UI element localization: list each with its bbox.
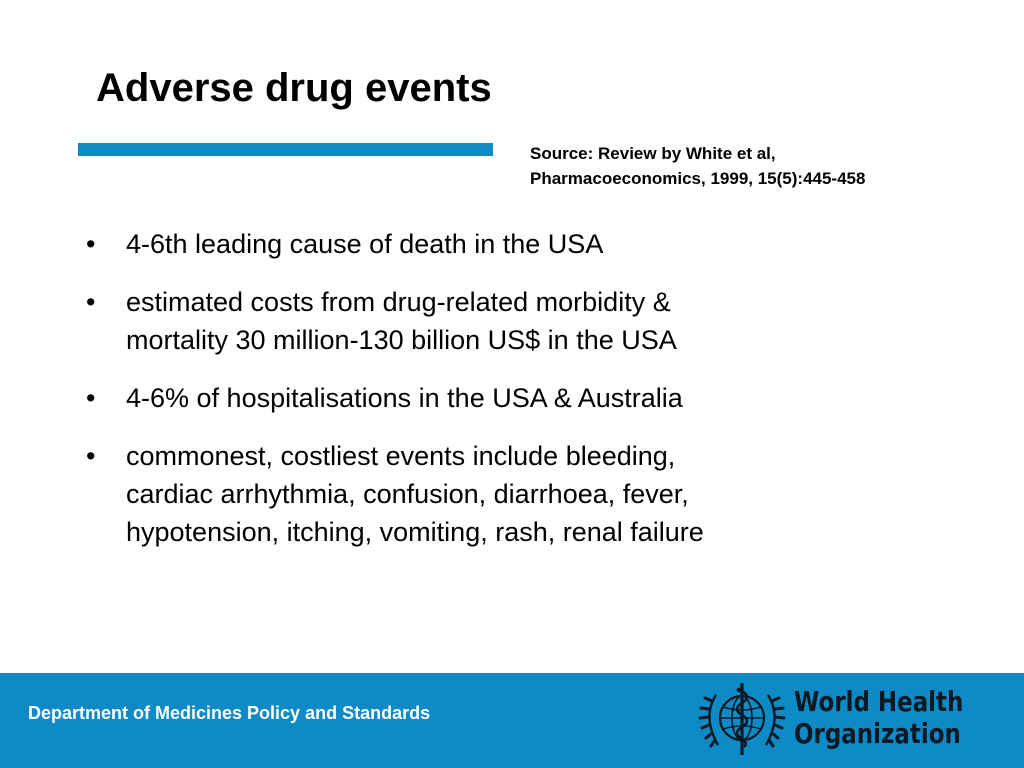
title-underline-bar: [78, 143, 493, 156]
source-line-2: Pharmacoeconomics, 1999, 15(5):445-458: [530, 169, 866, 188]
bullet-text-line: 4-6th leading cause of death in the USA: [126, 229, 604, 259]
bullet-list: [86, 225, 946, 571]
bullet-text-line: mortality 30 million-130 billion US$ in the USA: [126, 325, 677, 355]
bullet-text-line: cardiac arrhythmia, confusion, diarrhoea, fever,: [126, 479, 689, 509]
bullet-item: [86, 379, 946, 417]
slide-title: Adverse drug events: [96, 66, 492, 110]
source-citation: [530, 141, 1010, 191]
bullet-marker: •: [86, 383, 96, 413]
bullet-item: [86, 437, 946, 551]
bullet-text-line: estimated costs from drug-related morbidity &: [126, 287, 671, 317]
department-name: Department of Medicines Policy and Standards: [28, 703, 431, 723]
bullet-item: [86, 225, 946, 263]
bullet-text-line: commonest, costliest events include bleeding,: [126, 441, 676, 471]
who-wordmark-line-2: Organization: [794, 717, 961, 750]
who-wordmark-line-1: World Health: [794, 685, 964, 718]
who-wordmark: [794, 686, 963, 750]
who-emblem-icon: [694, 679, 790, 759]
bullet-item: [86, 283, 946, 359]
bullet-text-line: 4-6% of hospitalisations in the USA & Australia: [126, 383, 683, 413]
bullet-marker: •: [86, 441, 96, 471]
who-logo: [694, 679, 984, 759]
bullet-marker: •: [86, 287, 96, 317]
source-line-1: Source: Review by White et al,: [530, 144, 776, 163]
bullet-marker: •: [86, 229, 96, 259]
bullet-text-line: hypotension, itching, vomiting, rash, renal failure: [126, 517, 704, 547]
footer-band: [0, 673, 1024, 768]
